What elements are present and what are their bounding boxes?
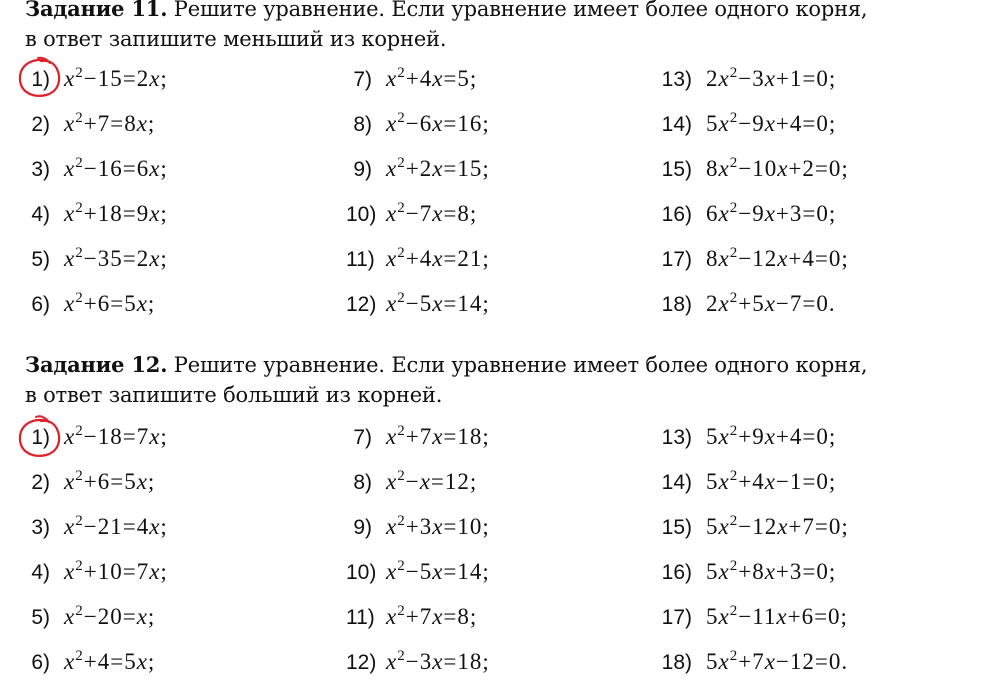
equation-text: $x^2-20=x$; (64, 603, 156, 629)
equation-number: 4) (31, 203, 50, 226)
equation-item (346, 239, 490, 279)
equation-item (660, 104, 836, 144)
task-11-header (25, 0, 965, 54)
equation-text: $x^2+7=8x$; (64, 110, 156, 136)
equation-text: $x^2+6=5x$; (64, 468, 156, 494)
equation-item (660, 552, 836, 592)
equation-item (346, 462, 477, 502)
equation-number: 9) (353, 158, 372, 181)
equation-number: 2) (31, 471, 50, 494)
equation-text: $x^2+3x=10$; (386, 513, 490, 539)
task-12-text-line1: Решите уравнение. Если уравнение имеет более одного корня, (173, 353, 868, 377)
equation-item (20, 507, 168, 547)
equation-item (346, 59, 477, 99)
equation-number: 7) (353, 426, 372, 449)
equation-item (660, 417, 836, 457)
equation-number: 13) (661, 426, 692, 449)
equation-number: 3) (31, 516, 50, 539)
equation-number: 14) (661, 471, 692, 494)
equation-text: $x^2+6=5x$; (64, 290, 156, 316)
equation-item (346, 284, 490, 324)
equation-text: $x^2-35=2x$; (64, 245, 168, 271)
equation-text: $x^2+2x=15$; (386, 155, 490, 181)
equation-row (0, 239, 984, 279)
equation-text: $5x^2+7x-12=0$. (706, 648, 849, 674)
equation-number: 17) (661, 606, 692, 629)
equation-number: 5) (31, 606, 50, 629)
equation-item (660, 597, 848, 637)
equation-item (660, 507, 849, 547)
equation-number: 13) (661, 68, 692, 91)
equation-number: 1) (31, 68, 50, 91)
equation-row (0, 284, 984, 324)
task-12-header (25, 350, 965, 410)
task-11-title: Задание 11. (25, 0, 168, 21)
equation-item (20, 642, 155, 682)
equation-text: $x^2+10=7x$; (64, 558, 168, 584)
equation-item (20, 552, 168, 592)
equation-number: 14) (661, 113, 692, 136)
equation-number: 12) (346, 651, 377, 674)
equation-number: 11) (346, 606, 375, 629)
equation-item (346, 642, 490, 682)
equation-text: $x^2-21=4x$; (64, 513, 168, 539)
equation-text: $x^2+4=5x$; (64, 648, 156, 674)
equation-number: 12) (346, 293, 377, 316)
task-11-header-line1 (25, 0, 965, 24)
equation-text: $x^2+4x=5$; (386, 65, 478, 91)
equation-number: 7) (353, 68, 372, 91)
equation-number: 15) (661, 516, 692, 539)
equation-text: $8x^2-10x+2=0$; (706, 155, 849, 181)
equation-number: 16) (661, 561, 692, 584)
equation-number: 2) (31, 113, 50, 136)
equation-item (20, 597, 155, 637)
equation-number: 4) (31, 561, 50, 584)
equation-text: $5x^2-11x+6=0$; (706, 603, 848, 629)
equation-text: $5x^2+9x+4=0$; (706, 423, 837, 449)
equation-text: $5x^2+8x+3=0$; (706, 558, 837, 584)
equation-number: 18) (661, 293, 692, 316)
equation-text: $x^2-x=12$; (386, 468, 478, 494)
task-12-header-line1 (25, 350, 965, 380)
equation-item (660, 239, 849, 279)
equation-item (346, 552, 490, 592)
equation-text: $5x^2+4x-1=0$; (706, 468, 837, 494)
equation-item (346, 104, 490, 144)
equation-number: 17) (661, 248, 692, 271)
equation-text: $x^2+7x=8$; (386, 603, 478, 629)
equation-text: $x^2-5x=14$; (386, 290, 490, 316)
equation-row (0, 417, 984, 457)
equation-text: $x^2-18=7x$; (64, 423, 168, 449)
equation-row (0, 104, 984, 144)
equation-item (346, 194, 477, 234)
equation-item (660, 59, 836, 99)
equation-number: 15) (661, 158, 692, 181)
equation-text: $x^2-6x=16$; (386, 110, 490, 136)
equation-number: 3) (31, 158, 50, 181)
equation-row (0, 552, 984, 592)
equation-number: 11) (346, 248, 375, 271)
task-11-text-line1: Решите уравнение. Если уравнение имеет более одного корня, (173, 0, 868, 21)
equation-number: 10) (346, 203, 377, 226)
equation-item (20, 149, 168, 189)
equation-item (660, 149, 849, 189)
equation-row (0, 597, 984, 637)
equation-text: $x^2+18=9x$; (64, 200, 168, 226)
task-12-title: Задание 12. (25, 352, 168, 377)
task-12-text-line2: в ответ запишите больший из корней. (25, 383, 443, 407)
equation-item (20, 417, 168, 457)
equation-text: $x^2+7x=18$; (386, 423, 490, 449)
equation-item (346, 507, 490, 547)
equation-text: $x^2-3x=18$; (386, 648, 490, 674)
equation-item (660, 194, 836, 234)
equation-text: $x^2-16=6x$; (64, 155, 168, 181)
equation-item (346, 417, 490, 457)
equation-text: $x^2+4x=21$; (386, 245, 490, 271)
equation-row (0, 642, 984, 682)
equation-row (0, 507, 984, 547)
equation-text: $5x^2-9x+4=0$; (706, 110, 837, 136)
equation-number: 5) (31, 248, 50, 271)
equation-item (20, 239, 168, 279)
equation-row (0, 59, 984, 99)
equation-number: 16) (661, 203, 692, 226)
equation-number: 8) (353, 471, 372, 494)
equation-number: 6) (31, 293, 50, 316)
equation-item (660, 462, 836, 502)
equation-text: $2x^2-3x+1=0$; (706, 65, 837, 91)
equation-text: $x^2-15=2x$; (64, 65, 168, 91)
equation-text: $6x^2-9x+3=0$; (706, 200, 837, 226)
equation-number: 1) (31, 426, 50, 449)
equation-text: $x^2-5x=14$; (386, 558, 490, 584)
equation-row (0, 462, 984, 502)
equation-text: $2x^2+5x-7=0$. (706, 290, 836, 316)
equation-item (20, 59, 168, 99)
equation-text: $x^2-7x=8$; (386, 200, 478, 226)
task-11-text-line2: в ответ запишите меньший из корней. (25, 27, 447, 51)
equation-row (0, 194, 984, 234)
equation-item (20, 104, 155, 144)
equation-item (660, 284, 836, 324)
equation-item (660, 642, 848, 682)
equation-number: 6) (31, 651, 50, 674)
equation-row (0, 149, 984, 189)
equation-item (346, 597, 477, 637)
equation-number: 9) (353, 516, 372, 539)
equation-item (20, 194, 168, 234)
equation-number: 8) (353, 113, 372, 136)
equation-number: 10) (346, 561, 377, 584)
equation-text: $8x^2-12x+4=0$; (706, 245, 849, 271)
equation-item (20, 284, 155, 324)
equation-item (346, 149, 490, 189)
equation-number: 18) (661, 651, 692, 674)
equation-item (20, 462, 155, 502)
equation-text: $5x^2-12x+7=0$; (706, 513, 849, 539)
